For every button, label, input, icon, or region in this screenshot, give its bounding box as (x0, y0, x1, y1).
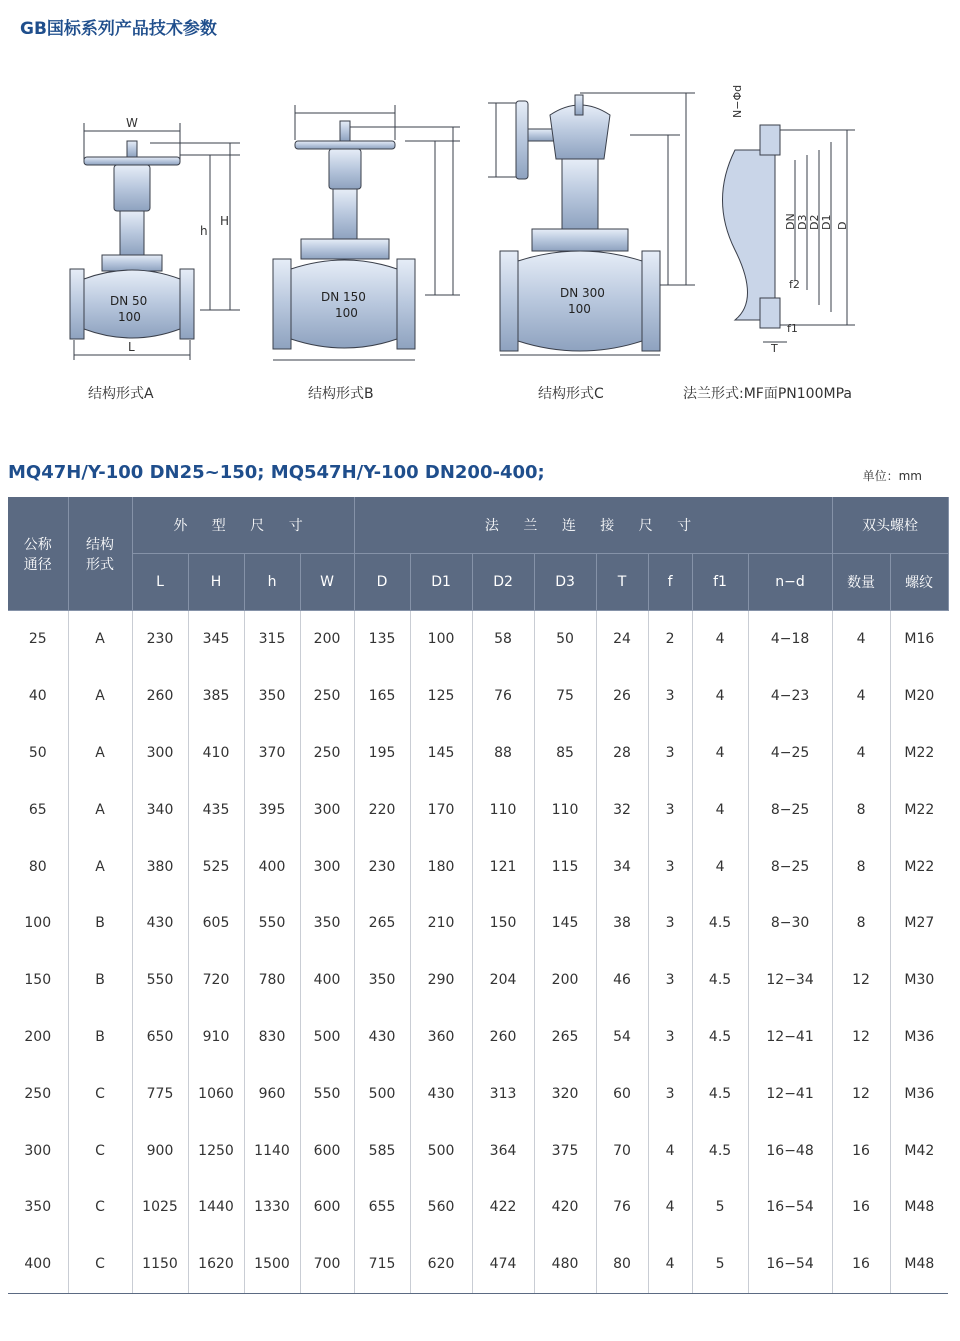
subheader-cell: W (300, 554, 354, 611)
table-cell: 4.5 (692, 895, 748, 952)
table-cell: A (68, 838, 132, 895)
table-cell: A (68, 781, 132, 838)
table-row (8, 1236, 948, 1293)
table-cell: 125 (410, 668, 472, 725)
table-cell: 3 (648, 838, 692, 895)
table-cell: 1140 (244, 1122, 300, 1179)
table-cell: 500 (300, 1009, 354, 1066)
table-cell: 1440 (188, 1179, 244, 1236)
table-cell: B (68, 1009, 132, 1066)
table-cell: 26 (596, 668, 648, 725)
subheader-cell: H (188, 554, 244, 611)
table-cell: 430 (354, 1009, 410, 1066)
header-outer: 外 型 尺 寸 (132, 497, 354, 554)
table-cell: 38 (596, 895, 648, 952)
table-cell: 1500 (244, 1236, 300, 1293)
table-cell: 300 (300, 781, 354, 838)
table-cell: 350 (354, 952, 410, 1009)
table-cell: 165 (354, 668, 410, 725)
subheader-cell: h (244, 554, 300, 611)
valve-c-dn-label: DN 300 (560, 286, 605, 300)
table-cell: 5 (692, 1179, 748, 1236)
table-cell: 300 (300, 838, 354, 895)
table-cell: 4 (692, 611, 748, 668)
table-cell: 1150 (132, 1236, 188, 1293)
table-cell: 16−54 (748, 1236, 832, 1293)
table-cell: 364 (472, 1122, 534, 1179)
table-cell: 900 (132, 1122, 188, 1179)
table-cell: 620 (410, 1236, 472, 1293)
subheader-cell: D (354, 554, 410, 611)
table-cell: 3 (648, 668, 692, 725)
dim-w-label: W (126, 116, 138, 130)
table-cell: 1025 (132, 1179, 188, 1236)
table-cell: M22 (904, 858, 935, 875)
table-cell: 115 (534, 838, 596, 895)
table-cell: 3 (648, 952, 692, 1009)
table-row (8, 1179, 948, 1236)
table-row (8, 781, 948, 838)
subheader-cell: 螺纹 (890, 554, 948, 611)
dim-f1-label: f1 (787, 322, 798, 335)
table-cell: 360 (410, 1009, 472, 1066)
table-cell: 210 (410, 895, 472, 952)
table-cell: 12−41 (748, 1065, 832, 1122)
table-cell: M30 (904, 972, 935, 989)
table-cell: 780 (244, 952, 300, 1009)
figure-b-caption: 结构形式B (308, 386, 374, 402)
table-cell: 370 (244, 725, 300, 782)
table-cell: M36 (904, 1085, 935, 1102)
table-cell: 100 (410, 611, 472, 668)
table-cell: 4−18 (748, 611, 832, 668)
table-cell: 4 (692, 838, 748, 895)
table-cell: 430 (410, 1065, 472, 1122)
table-cell: 2 (648, 611, 692, 668)
table-cell: B (68, 952, 132, 1009)
table-cell: 195 (354, 725, 410, 782)
valve-a-pn-label: 100 (118, 310, 141, 324)
table-cell: 150 (472, 895, 534, 952)
table-cell: 474 (472, 1236, 534, 1293)
valve-c-pn-label: 100 (568, 302, 591, 316)
table-cell: 400 (300, 952, 354, 1009)
valve-a-dn-label: DN 50 (110, 294, 148, 308)
table-cell: 4 (692, 725, 748, 782)
table-cell: 200 (8, 1009, 68, 1066)
valve-b-dn-label: DN 150 (321, 290, 366, 304)
table-cell: M48 (890, 1236, 948, 1293)
table-cell: 960 (244, 1065, 300, 1122)
table-cell: 400 (244, 838, 300, 895)
table-cell: 76 (472, 668, 534, 725)
table-cell: 550 (300, 1065, 354, 1122)
dim-dn-label: DN (784, 213, 797, 230)
table-cell: 25 (8, 611, 68, 668)
table-cell: 135 (354, 611, 410, 668)
table-cell: 400 (8, 1236, 68, 1293)
table-cell: A (68, 611, 132, 668)
table-cell: 775 (132, 1065, 188, 1122)
table-cell: 250 (300, 725, 354, 782)
subheader-cell: f (648, 554, 692, 611)
table-cell: 220 (354, 781, 410, 838)
table-cell: 655 (354, 1179, 410, 1236)
table-cell: 12 (832, 1009, 890, 1066)
table-cell: 16−54 (748, 1179, 832, 1236)
table-cell: 420 (534, 1179, 596, 1236)
table-cell: 265 (534, 1009, 596, 1066)
table-cell: 32 (596, 781, 648, 838)
valve-b-pn-label: 100 (335, 306, 358, 320)
table-cell: 60 (596, 1065, 648, 1122)
subheader-cell: 数量 (832, 554, 890, 611)
table-cell: A (68, 668, 132, 725)
table-cell: 720 (188, 952, 244, 1009)
table-cell: 230 (132, 611, 188, 668)
table-cell: 4.5 (692, 1122, 748, 1179)
subheader-cell: D3 (534, 554, 596, 611)
table-cell: 375 (534, 1122, 596, 1179)
table-cell: A (68, 725, 132, 782)
table-cell: 180 (410, 838, 472, 895)
table-cell: C (68, 1122, 132, 1179)
dim-t-label: T (771, 342, 778, 355)
table-cell: 8 (832, 838, 890, 895)
table-cell: 350 (300, 895, 354, 952)
table-row (8, 1122, 948, 1179)
table-cell: 910 (188, 1009, 244, 1066)
table-cell: 320 (534, 1065, 596, 1122)
table-cell: 600 (300, 1122, 354, 1179)
table-cell: 54 (596, 1009, 648, 1066)
valve-figure-a (60, 55, 260, 365)
table-cell: 715 (354, 1236, 410, 1293)
table-cell: 4 (832, 725, 890, 782)
table-cell: 350 (244, 668, 300, 725)
table-cell: 4−25 (748, 725, 832, 782)
table-cell: 76 (596, 1179, 648, 1236)
table-cell: 260 (472, 1009, 534, 1066)
table-cell: 8−25 (748, 781, 832, 838)
page-title: GB国标系列产品技术参数 (20, 19, 217, 39)
table-cell: 16 (832, 1122, 890, 1179)
table-cell: 550 (244, 895, 300, 952)
valve-figure-b (265, 55, 475, 365)
table-cell: 340 (132, 781, 188, 838)
table-cell: C (68, 1236, 132, 1293)
table-cell: 290 (410, 952, 472, 1009)
subheader-cell: D2 (472, 554, 534, 611)
table-cell: 12 (832, 1065, 890, 1122)
table-cell: C (68, 1179, 132, 1236)
table-cell: 300 (132, 725, 188, 782)
table-cell: M36 (904, 1028, 935, 1045)
table-cell: 80 (596, 1236, 648, 1293)
dim-l-label: L (128, 340, 135, 354)
table-cell: 1250 (188, 1122, 244, 1179)
table-cell: 435 (188, 781, 244, 838)
table-cell: 385 (188, 668, 244, 725)
series-title: MQ47H/Y-100 DN25~150; MQ547H/Y-100 DN200-400; (8, 462, 545, 483)
table-cell: 4.5 (692, 952, 748, 1009)
table-cell: 50 (534, 611, 596, 668)
table-cell: 700 (300, 1236, 354, 1293)
table-cell: 8−30 (748, 895, 832, 952)
table-cell: 70 (596, 1122, 648, 1179)
subheader-cell: D1 (410, 554, 472, 611)
table-cell: 40 (8, 668, 68, 725)
table-cell: 600 (300, 1179, 354, 1236)
flange-figure (715, 80, 865, 370)
table-cell: 12 (832, 952, 890, 1009)
table-cell: 650 (132, 1009, 188, 1066)
table-cell: 480 (534, 1236, 596, 1293)
table-cell: 250 (300, 668, 354, 725)
table-cell: 88 (472, 725, 534, 782)
table-cell: 410 (188, 725, 244, 782)
dim-d3-label: D3 (796, 214, 809, 230)
table-cell: M22 (904, 744, 935, 761)
table-cell: 12−41 (748, 1009, 832, 1066)
table-cell: 4 (648, 1179, 692, 1236)
table-cell: 16−48 (748, 1122, 832, 1179)
table-cell: 550 (132, 952, 188, 1009)
dim-d2-label: D2 (808, 214, 821, 230)
table-cell: 200 (300, 611, 354, 668)
table-cell: 3 (648, 725, 692, 782)
table-cell: 395 (244, 781, 300, 838)
subheader-cell: L (132, 554, 188, 611)
table-cell: 250 (8, 1065, 68, 1122)
table-cell: 345 (188, 611, 244, 668)
table-cell: 46 (596, 952, 648, 1009)
dim-f2-label: f2 (789, 278, 800, 291)
table-cell: 100 (8, 895, 68, 952)
table-cell: 12−34 (748, 952, 832, 1009)
table-cell: 4 (692, 781, 748, 838)
table-cell: 145 (410, 725, 472, 782)
table-row (8, 1065, 948, 1122)
subheader-cell: T (596, 554, 648, 611)
table-cell: 4.5 (692, 1065, 748, 1122)
table-row (8, 668, 948, 725)
dim-H-label: H (220, 214, 230, 228)
subheader-cell: n−d (748, 554, 832, 611)
dim-h-label: h (200, 224, 208, 238)
header-bolt: 双头螺栓 (832, 497, 948, 554)
table-cell: B (68, 895, 132, 952)
table-cell: 315 (244, 611, 300, 668)
table-row (8, 838, 948, 895)
flange-caption: 法兰形式:MF面PN100MPa (683, 386, 852, 402)
figure-a-caption: 结构形式A (88, 386, 154, 402)
table-cell: 422 (472, 1179, 534, 1236)
table-cell: 16 (832, 1179, 890, 1236)
table-cell: M48 (904, 1199, 935, 1216)
table-cell: 1330 (244, 1179, 300, 1236)
table-cell: 4 (692, 668, 748, 725)
table-cell: 4 (648, 1236, 692, 1293)
table-cell: 4 (832, 611, 890, 668)
header-form: 结构 形式 (68, 497, 132, 611)
table-row (8, 895, 948, 952)
table-cell: 28 (596, 725, 648, 782)
table-cell: M27 (904, 915, 935, 932)
table-cell: C (68, 1065, 132, 1122)
table-cell: 560 (410, 1179, 472, 1236)
table-cell: 8 (832, 781, 890, 838)
table-row (8, 952, 948, 1009)
table-cell: 265 (354, 895, 410, 952)
table-cell: 80 (8, 838, 68, 895)
valve-figure-c (480, 55, 700, 365)
table-cell: 50 (8, 725, 68, 782)
table-cell: 170 (410, 781, 472, 838)
table-cell: 204 (472, 952, 534, 1009)
table-cell: M42 (904, 1142, 935, 1159)
table-cell: 380 (132, 838, 188, 895)
table-cell: 4 (648, 1122, 692, 1179)
table-cell: 1060 (188, 1065, 244, 1122)
table-cell: 110 (534, 781, 596, 838)
table-cell: 110 (472, 781, 534, 838)
table-cell: 830 (244, 1009, 300, 1066)
table-cell: 605 (188, 895, 244, 952)
table-row (8, 725, 948, 782)
table-cell: 145 (534, 895, 596, 952)
table-cell: 313 (472, 1065, 534, 1122)
table-cell: M22 (904, 801, 935, 818)
table-cell: 8−25 (748, 838, 832, 895)
table-cell: 5 (692, 1236, 748, 1293)
table-cell: 24 (596, 611, 648, 668)
table-cell: 500 (410, 1122, 472, 1179)
table-cell: 75 (534, 668, 596, 725)
table-cell: 3 (648, 781, 692, 838)
table-cell: 430 (132, 895, 188, 952)
table-cell: 350 (8, 1179, 68, 1236)
table-row (8, 1009, 948, 1066)
table-cell: 16 (832, 1236, 890, 1293)
table-cell: 85 (534, 725, 596, 782)
table-cell: M16 (904, 631, 935, 648)
header-flange: 法 兰 连 接 尺 寸 (354, 497, 832, 554)
header-nominal: 公称 通径 (8, 497, 68, 611)
dim-nd-label: N−Φd (731, 84, 744, 118)
table-cell: 500 (354, 1065, 410, 1122)
subheader-cell: f1 (692, 554, 748, 611)
dim-d-label: D (836, 221, 849, 230)
table-cell: 4.5 (692, 1009, 748, 1066)
table-cell: 260 (132, 668, 188, 725)
table-cell: 4−23 (748, 668, 832, 725)
table-cell: 525 (188, 838, 244, 895)
table-cell: 1620 (188, 1236, 244, 1293)
table-cell: 4 (832, 668, 890, 725)
table-cell: 3 (648, 1009, 692, 1066)
dim-d1-label: D1 (820, 214, 833, 230)
table-cell: 150 (8, 952, 68, 1009)
table-cell: M20 (904, 688, 935, 705)
table-cell: 8 (832, 895, 890, 952)
spec-table (8, 497, 949, 1294)
table-cell: 200 (534, 952, 596, 1009)
table-cell: 65 (8, 781, 68, 838)
table-cell: 121 (472, 838, 534, 895)
table-cell: 230 (354, 838, 410, 895)
table-cell: 34 (596, 838, 648, 895)
unit-note: 单位：mm (862, 469, 922, 483)
table-cell: 300 (8, 1122, 68, 1179)
figure-c-caption: 结构形式C (538, 386, 604, 402)
table-row (8, 611, 948, 668)
table-cell: 3 (648, 895, 692, 952)
table-cell: 585 (354, 1122, 410, 1179)
table-cell: 58 (472, 611, 534, 668)
table-cell: 3 (648, 1065, 692, 1122)
